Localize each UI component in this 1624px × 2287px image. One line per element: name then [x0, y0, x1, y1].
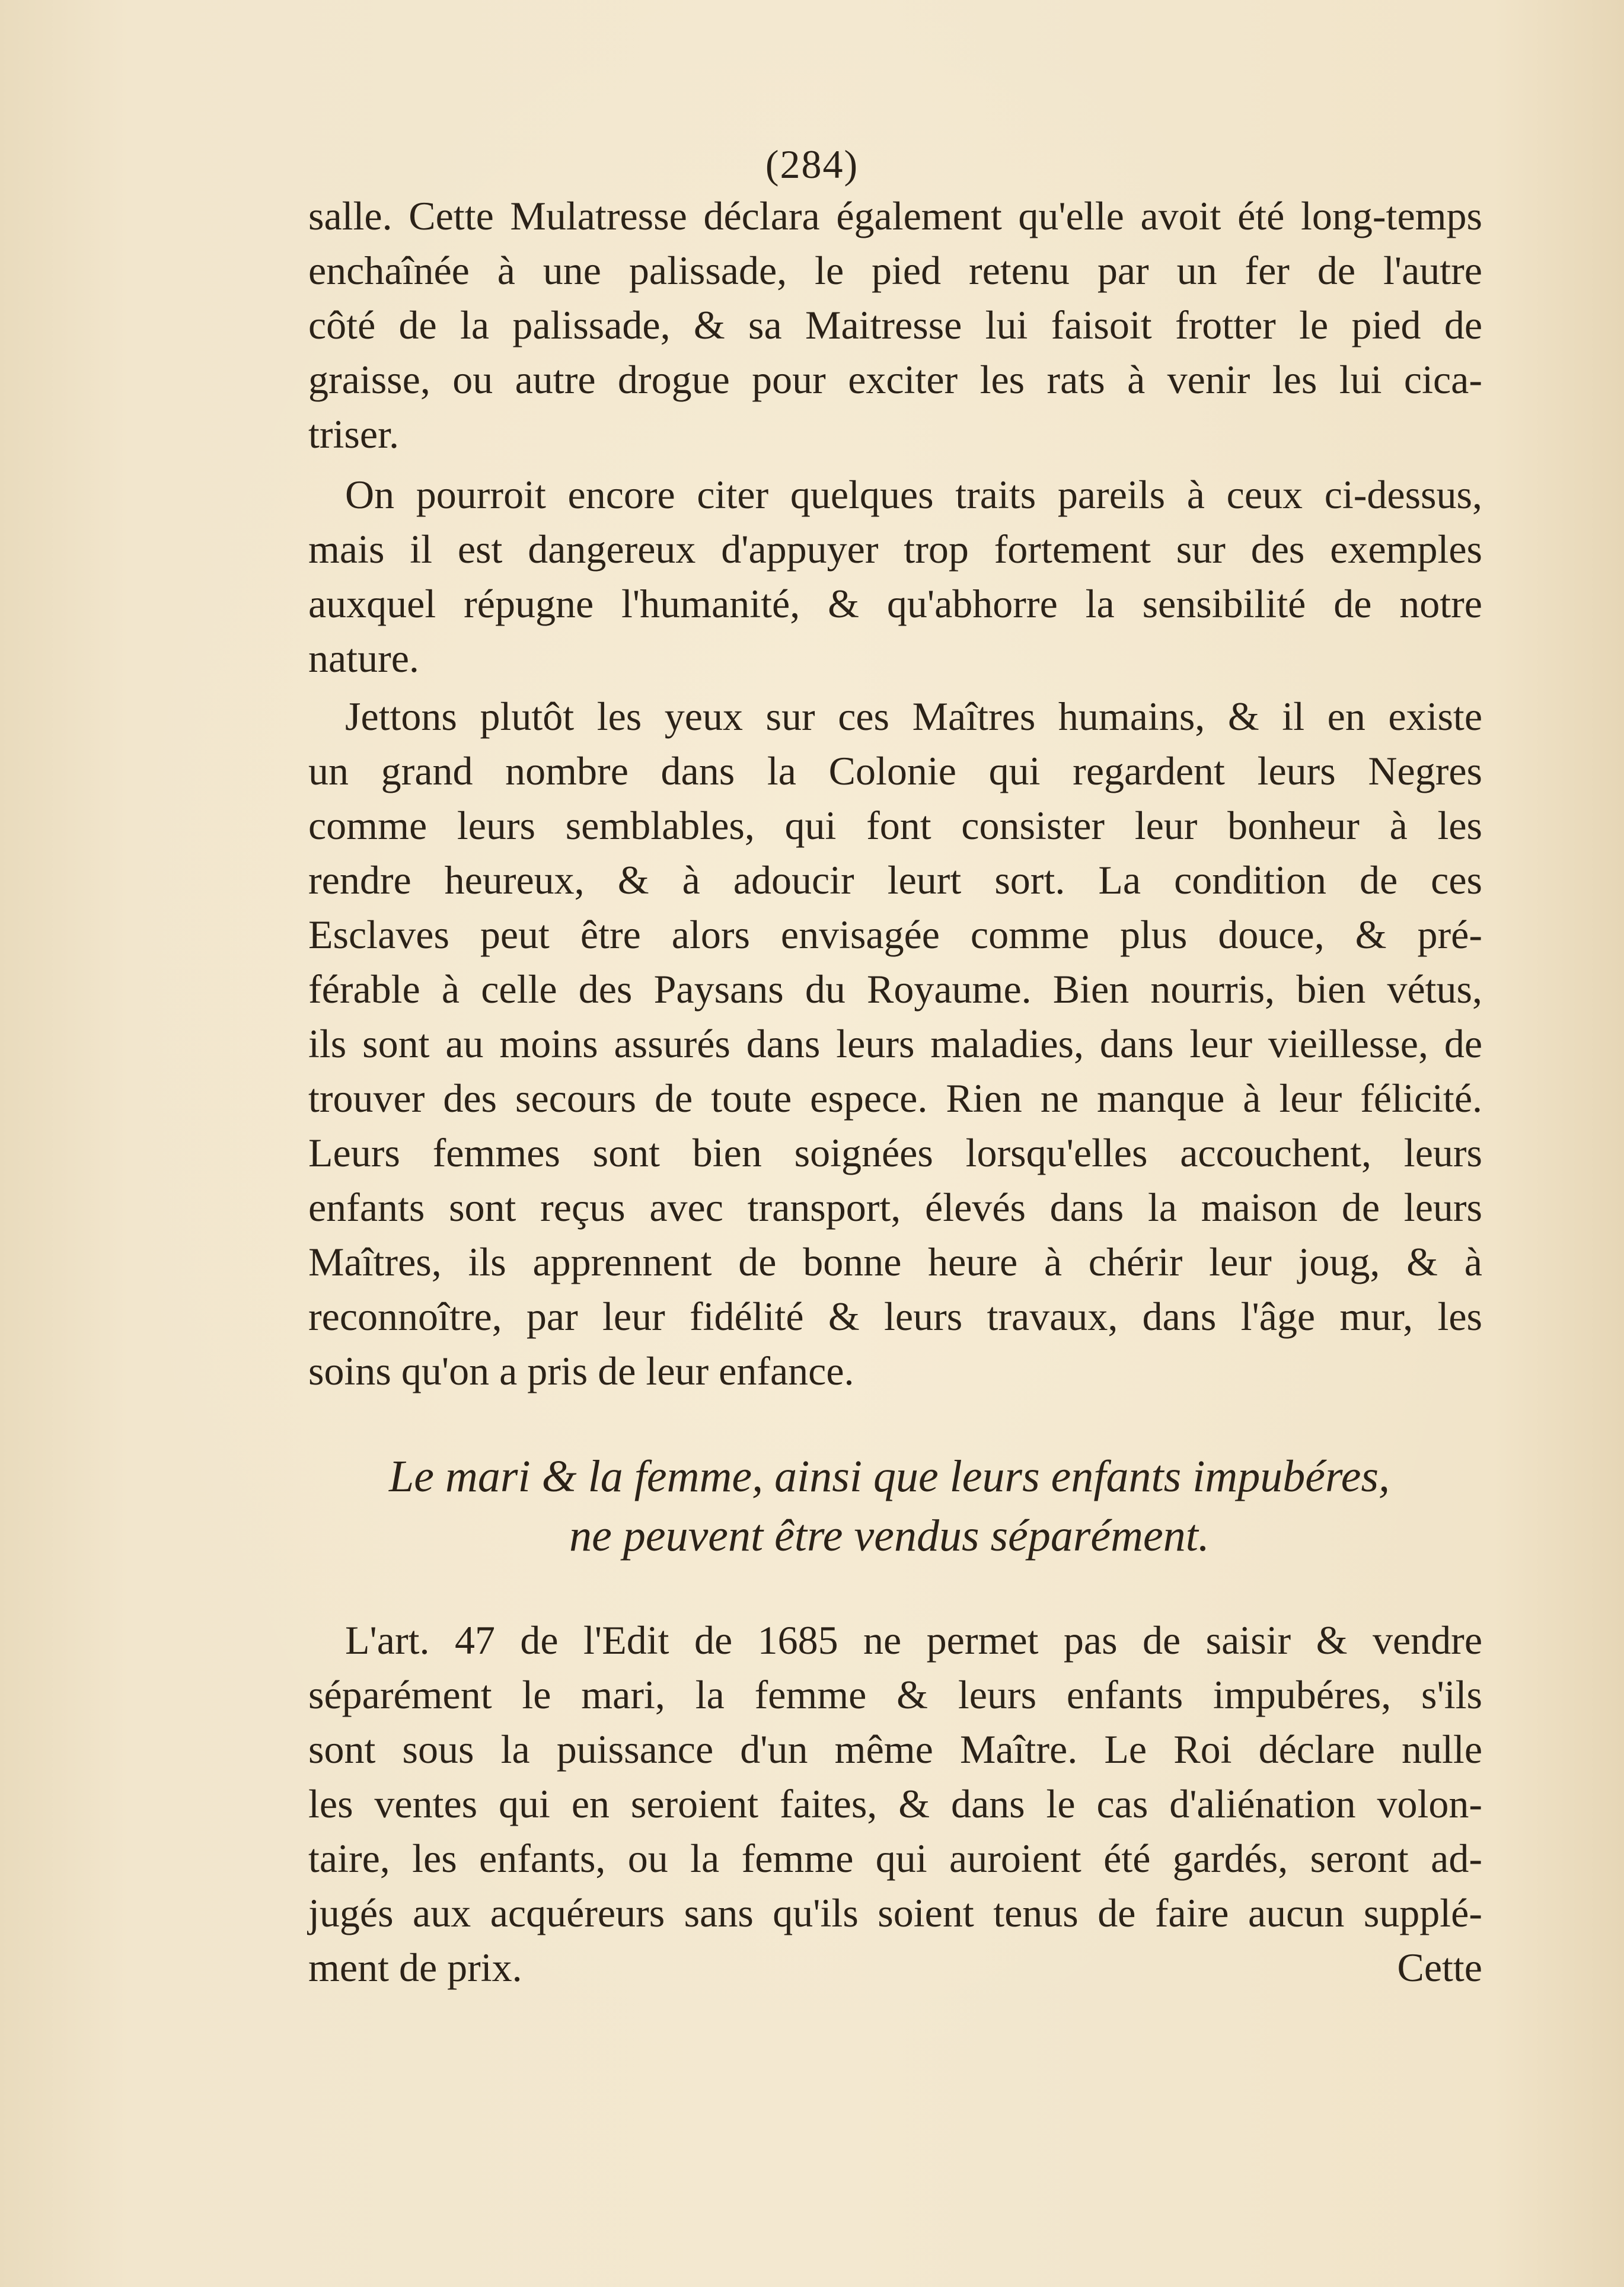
text-line: enfants sont reçus avec transport, élevés dans la maison de leurs	[308, 1185, 1482, 1230]
text-line: On pourroit encore citer quelques traits pareils à ceux ci-dessus,	[345, 472, 1482, 517]
text-line: Esclaves peut être alors envisagée comme plus douce, & pré-	[308, 912, 1482, 957]
page-number: (284)	[765, 142, 859, 187]
paragraph-3	[308, 689, 1482, 1398]
text-line: L'art. 47 de l'Edit de 1685 ne permet pas de saisir & vendre	[345, 1618, 1482, 1663]
text-line: Leurs femmes sont bien soignées lorsqu'elles accouchent, leurs	[308, 1130, 1482, 1175]
text-line: rendre heureux, & à adoucir leurt sort. La condition de ces	[308, 857, 1482, 902]
paragraph-1	[308, 189, 1482, 461]
heading-line: ne peuvent être vendus séparément.	[569, 1511, 1210, 1561]
text-line: séparément le mari, la femme & leurs enfants impubéres, s'ils	[308, 1672, 1482, 1717]
text-line: côté de la palissade, & sa Maitresse lui faisoit frotter le pied de	[308, 302, 1482, 347]
text-line: ils sont au moins assurés dans leurs maladies, dans leur vieillesse, de	[308, 1021, 1482, 1066]
text-line: taire, les enfants, ou la femme qui auroient été gardés, seront ad-	[308, 1836, 1482, 1881]
text-line: enchaînée à une palissade, le pied retenu par un fer de l'autre	[308, 248, 1482, 293]
text-line: mais il est dangereux d'appuyer trop fortement sur des exemples	[308, 527, 1482, 572]
text-line: auxquel répugne l'humanité, & qu'abhorre la sensibilité de notre	[308, 581, 1482, 626]
text-line: soins qu'on a pris de leur enfance.	[308, 1348, 854, 1393]
text-line: jugés aux acquéreurs sans qu'ils soient tenus de faire aucun supplé-	[308, 1890, 1482, 1935]
heading-line: Le mari & la femme, ainsi que leurs enfants impubéres,	[388, 1452, 1390, 1501]
text-line: Jettons plutôt les yeux sur ces Maîtres humains, & il en existe	[345, 694, 1482, 739]
text-line: reconnoître, par leur fidélité & leurs travaux, dans l'âge mur, les	[308, 1294, 1482, 1339]
final-line	[308, 1940, 1482, 1995]
text-line: trouver des secours de toute espece. Rien ne manque à leur félicité.	[308, 1076, 1482, 1121]
catchword: Cette	[1397, 1945, 1482, 1990]
text-line: ment de prix.	[308, 1945, 522, 1990]
text-line: triser.	[308, 412, 399, 457]
text-line: férable à celle des Paysans du Royaume. Bien nourris, bien vétus,	[308, 967, 1482, 1012]
text-line: graisse, ou autre drogue pour exciter les rats à venir les lui cica-	[308, 357, 1482, 402]
text-line: un grand nombre dans la Colonie qui regardent leurs Negres	[308, 748, 1482, 793]
text-line: comme leurs semblables, qui font consister leur bonheur à les	[308, 803, 1482, 848]
text-line: Maîtres, ils apprennent de bonne heure à chérir leur joug, & à	[308, 1239, 1482, 1284]
text-line: les ventes qui en seroient faites, & dans le cas d'aliénation volon-	[308, 1781, 1482, 1826]
paragraph-2	[308, 467, 1482, 685]
paragraph-4	[308, 1613, 1482, 1995]
text-line: nature.	[308, 636, 419, 681]
text-line: sont sous la puissance d'un même Maître. Le Roi déclare nulle	[308, 1727, 1482, 1772]
section-heading	[296, 1447, 1482, 1565]
text-line: salle. Cette Mulatresse déclara également qu'elle avoit été long-temps	[308, 193, 1482, 238]
